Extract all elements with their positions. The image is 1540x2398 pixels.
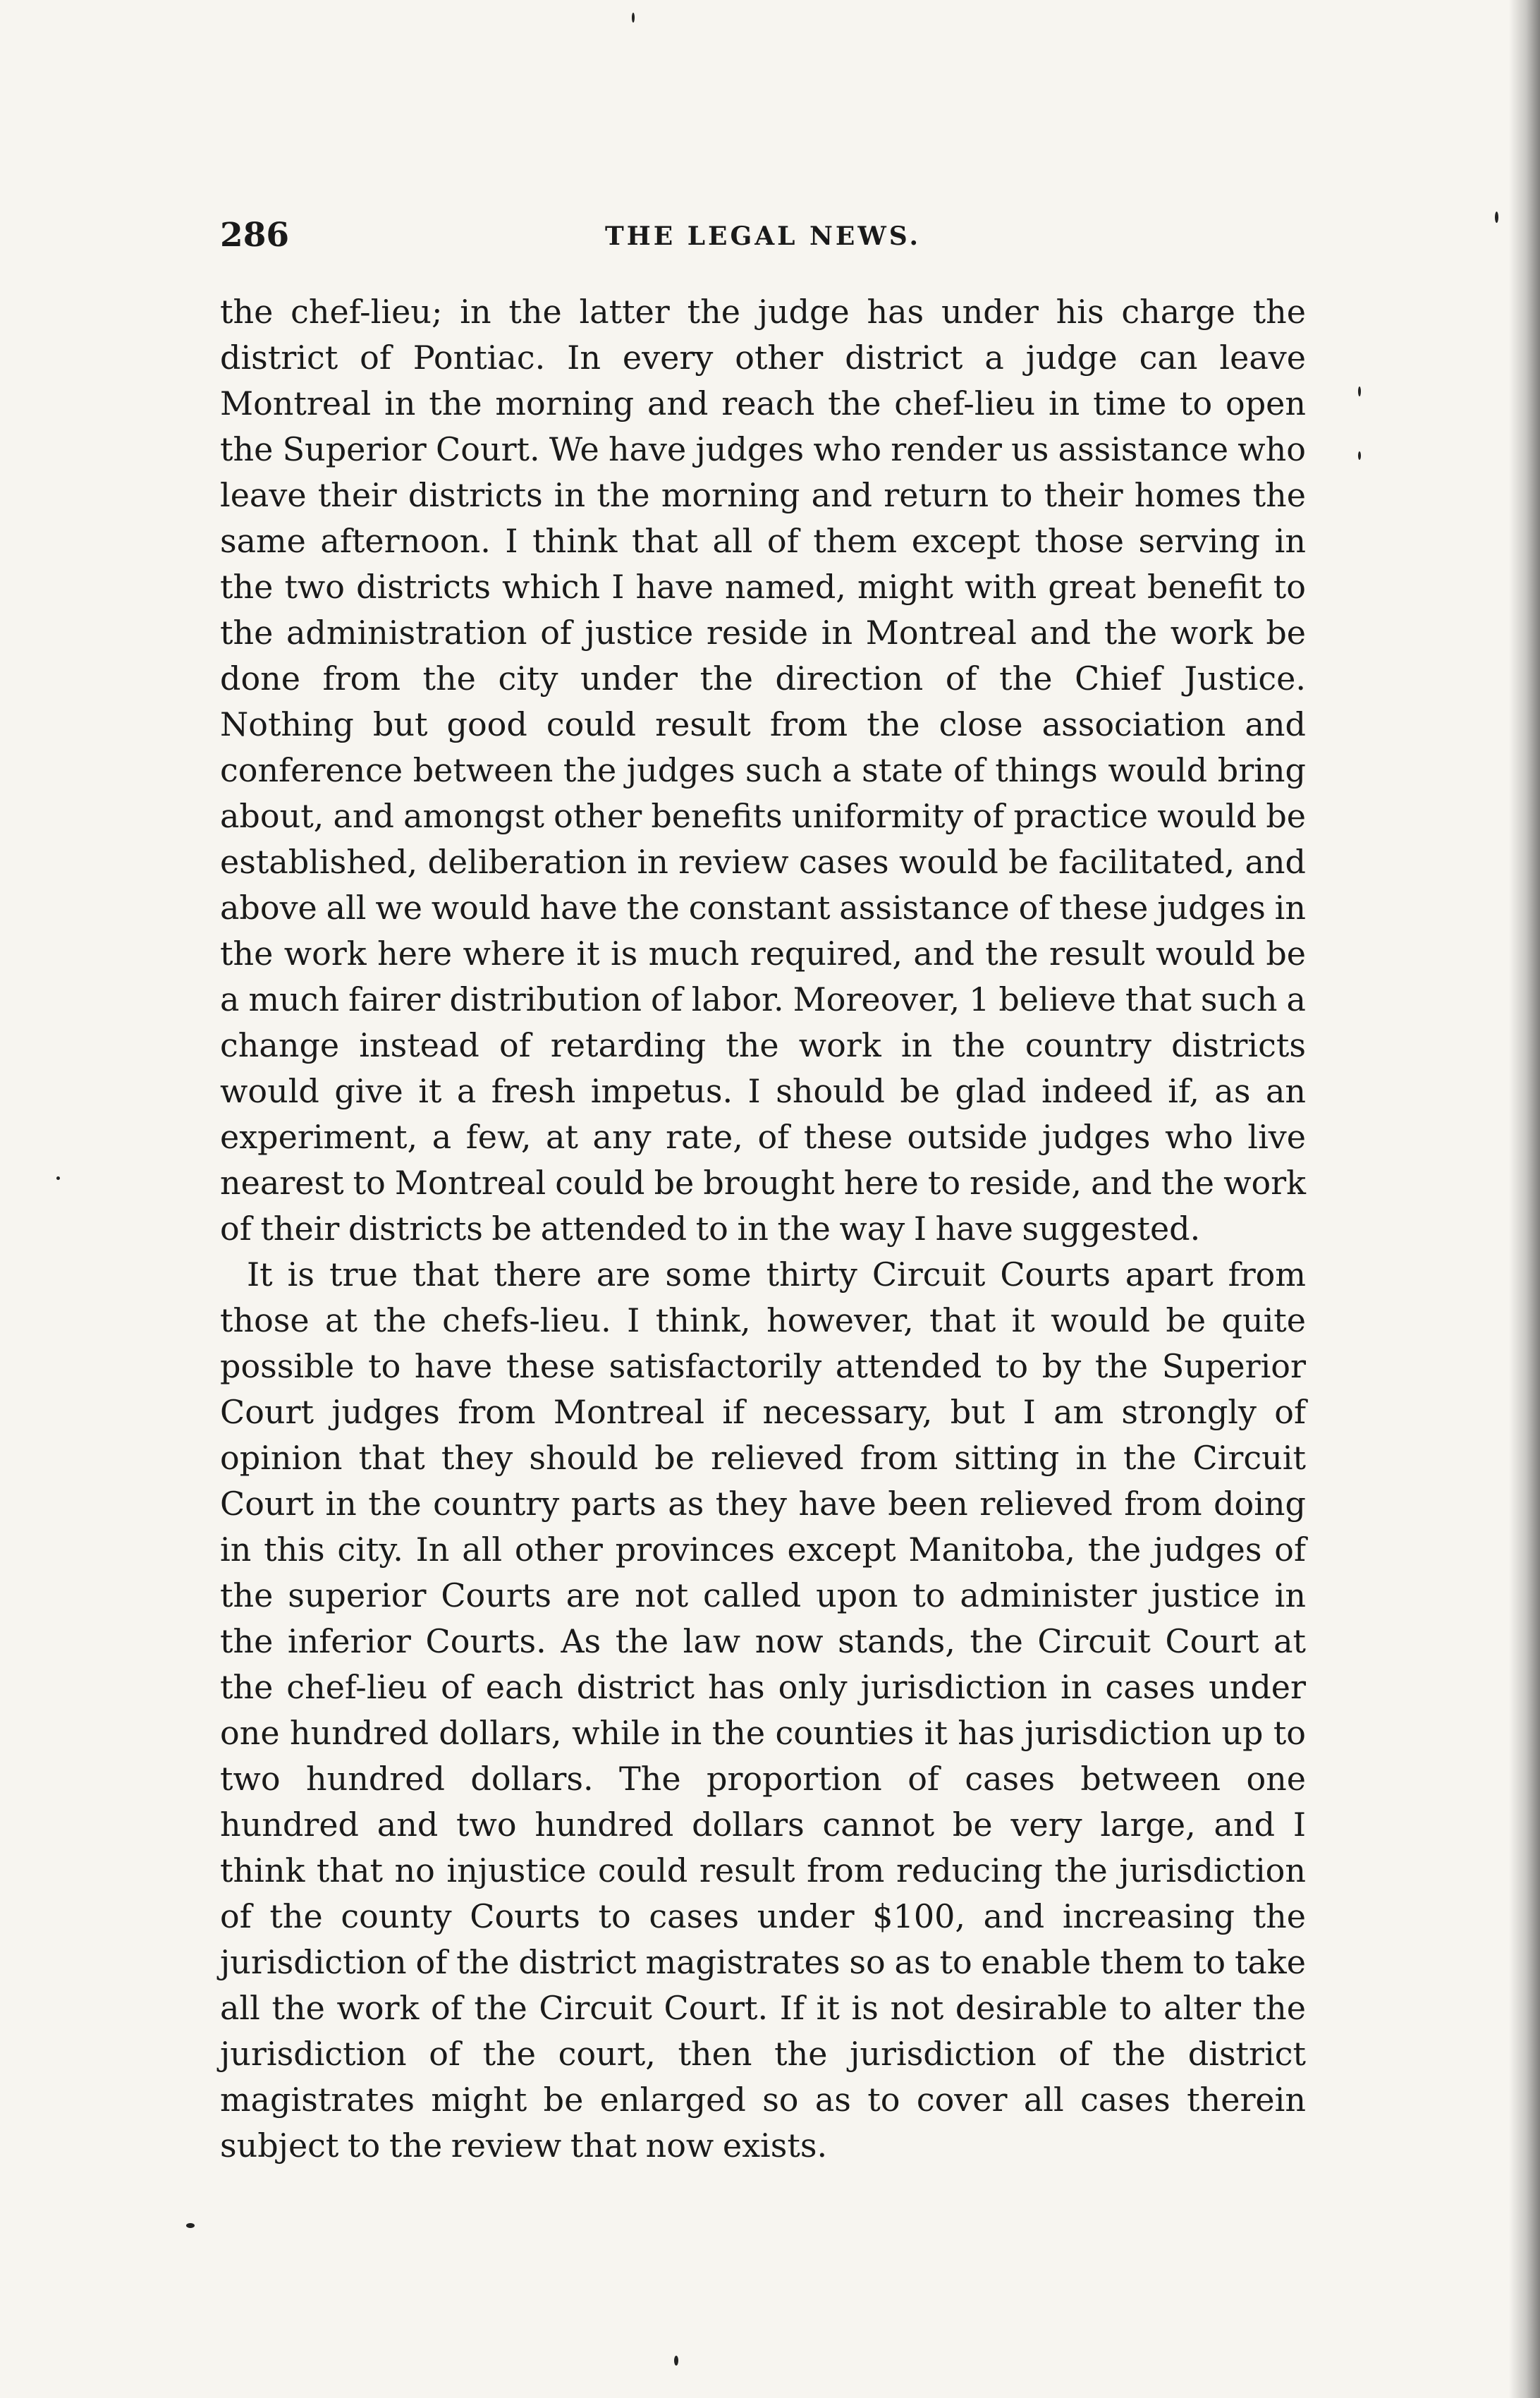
paragraph-2: It is true that there are some thirty Circuit Courts apart from those at the chefs-lieu. I think, however, that it would be quite possible to have these satisfactorily attended to by the Superior Court judges from Montreal if necessary, but I am strongly of opinion that they should be relieved from sitting in the Circuit Court in the country parts as they have been relieved from doing in this city. In all other provinces except Manitoba, the judges of the superior Courts are not called upon to administer justice in the inferior Courts. As the law now stands, the Circuit Court at the chef-lieu of each district has only jurisdiction in cases under one hundred dollars, while in the counties it has jurisdiction up to two hundred dollars. The proportion of cases between one hundred and two hundred dollars cannot be very large, and I think that no injustice could result from reducing the jurisdiction of the county Courts to cases under $100, and increasing the jurisdiction of the district magistrates so as to enable them to take all the work of the Circuit Court. If it is not desirable to alter the jurisdiction of the court, then the jurisdiction of the district magistrates might be enlarged so as to cover all cases therein subject to the review that now exists.: [220, 1255, 1306, 2165]
scan-speck: [1495, 212, 1498, 223]
paragraph-1: the chef-lieu; in the latter the judge has under his charge the district of Pontiac. In every other district a judge can leave Montreal in the morning and reach the chef-lieu in time to open the Superior Court. We have judges who render us assistance who leave their districts in the morning and return to their homes the same afternoon. I think that all of them except those serving in the two districts which I have named, might with great benefit to the administration of justice reside in Montreal and the work be done from the city under the direction of the Chief Justice. Nothing but good could result from the close association and conference between the judges such a state of things would bring about, and amongst other benefits uniformity of practice would be established, deliberation in review cases would be facilitated, and above all we would have the constant assistance of these judges in the work here where it is much required, and the result would be a much fairer distribution of labor. Moreover, 1 believe that such a change instead of retarding the work in the country districts would give it a fresh impetus. I should be glad indeed if, as an experiment, a few, at any rate, of these outside judges who live nearest to Montreal could be brought here to reside, and the work of their districts be attended to in the way I have suggested.: [220, 293, 1306, 1248]
scan-speck: [632, 13, 635, 23]
scan-speck: [674, 2356, 678, 2366]
scan-speck: [186, 2223, 195, 2228]
scan-speck: [1358, 451, 1361, 460]
page-edge-shadow: [1509, 0, 1540, 2398]
page-header: [220, 216, 1306, 265]
body-text: [220, 289, 1306, 2169]
scan-speck: [56, 1176, 60, 1180]
document-page: [220, 216, 1306, 2169]
running-head: THE LEGAL NEWS.: [604, 221, 922, 251]
scan-speck: [1358, 387, 1361, 396]
page-number: 286: [220, 216, 290, 255]
